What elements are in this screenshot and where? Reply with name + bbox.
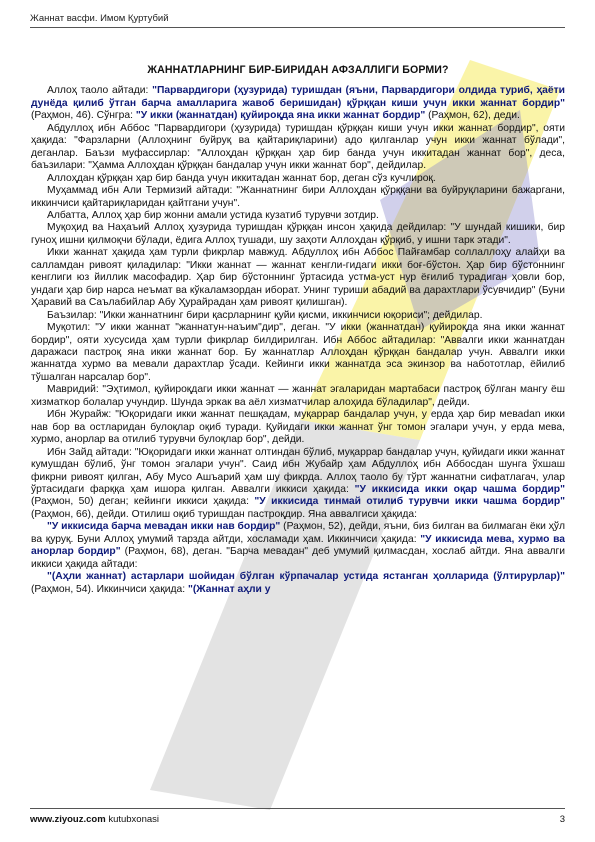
paragraph-5: Албатта, Аллоҳ ҳар бир жонни амали устида кузатиб турувчи зотдир. (47, 209, 379, 221)
paragraph-2: Абдуллоҳ ибн Аббос "Парвардигори (ҳузурида) туришдан қўрққан киши учун икки жаннат бордир", ояти ҳақида: "Фарзларни (Аллоҳнинг буйруқ ва қайтариқларини) адо қилганлар учун икки жаннат бўлади", деганлар. Баъзи муфассирлар: "Аллоҳдан қўрққан ҳар бир банда учун иккитадан жаннат бор", деса, баъзилари: "Ҳамма Аллоҳдан қўрққан бандалар учун икки жаннат бор", дейдилар. (31, 122, 565, 172)
p1-text-a: Аллоҳ таоло айтади: (47, 85, 153, 97)
paragraph-9: Муқотил: "У икки жаннат "жаннатун-наъим"дир", деган. "У икки (жаннатдан) қуйироқда яна икки жаннат бордир", ояти хусусида ҳам турли фикрлар билдирилган. Ибн Аббос айтадилар: "Аввалги икки жаннатдан даражаси пастроқ яна икки жаннат бор. Бу жаннатлар Аллоҳдан қўрққан бандалар учун. Аввалги икки жаннатда хурмо ва мевали дарахтлар ўсади. Кейинги икки жаннатда эса экинзор ва набототлар, ёйилиб тўшалган нарсалар бор". (31, 322, 565, 383)
quran-quote-6: "У иккисида мева, хурмо ва анорлар бордир" (31, 533, 565, 558)
paragraph-13 (31, 521, 565, 571)
paragraph-6: Муқоҳид ва Наҳаъий Аллоҳ ҳузурида туришдан қўрққан инсон ҳақида дейдилар: "У шундай кишики, бир гуноҳ ишни қилмоқчи бўлади, ёдига Аллоҳ тушади, шу заҳоти Аллоҳдан қўрқиб, у ишни тарк этади". (31, 222, 565, 246)
footer-library: kutubxonasi (108, 814, 160, 825)
p1-text-e: (Раҳмон, 62), деди. (425, 110, 520, 122)
chapter-title: ЖАННАТЛАРНИНГ БИР-БИРИДАН АФЗАЛЛИГИ БОРМИ? (147, 64, 449, 76)
p13-text-c: (Раҳмон, 52), дейди, яъни, биз билган ва билмаган ёки ҳўл ва қуруқ. Буни Аллоҳ умумий тарзда айтди, хосламади ҳам. Иккинчиси ҳақида: (31, 521, 565, 545)
running-header (30, 13, 565, 28)
paragraph-1 (31, 85, 565, 122)
paragraph-8: Баъзилар: "Икки жаннатнинг бири қасрларнинг қуйи қисми, иккинчиси юқориси"; дейдилар. (47, 309, 483, 321)
paragraph-11: Ибн Журайж: "Юқоридаги икки жаннат пешқадам, муқаррар бандалар учун, у ерда ҳар бир меваdan икки нав бор ва остларидан булоқлар оқиб туради. Қуйидаги икки жаннат ўнг томон эгалари учун, у ерда мева, хурмо, анорлар ва отилиб турувчи булоқлар бор", дейди. (31, 409, 565, 446)
paragraph-14 (31, 571, 565, 596)
quran-quote-4: "У иккисида тинмай отилиб турувчи икки чашма бордир" (254, 496, 565, 508)
paragraph-4: Муҳаммад ибн Али Термизий айтади: "Жаннатнинг бири Аллоҳдан қўрққани ва буйруқларини бажаргани, иккинчиси қайтариқларидан қайтгани учун". (31, 185, 565, 209)
p12-text-e: (Раҳмон, 66), дейди. Отилиш оқиб туришдан пастроқдир. Яна аввалгиси ҳақида: (31, 508, 417, 520)
page-number: 3 (559, 814, 565, 825)
running-title: Жаннат васфи. Имом Қуртубий (30, 13, 169, 24)
p12-text-c: (Раҳмон, 50) деган; кейинги иккиси ҳақида: (31, 496, 255, 508)
quran-quote-7: "(Аҳли жаннат) астарлари шойидан бўлган кўрпачалар устида ястанган ҳолларида (ўлтирурлар)" (47, 571, 565, 583)
paragraph-10: Мавридий: "Эҳтимол, қуйироқдаги икки жаннат — жаннат эгаларидан мартабаси пастроқ бўлган мангу ёш хизматкор болалар учундир. Шунда эркак ва аёл хизматчилар алоҳида бўладилар", дейди. (31, 384, 565, 408)
paragraph-7: Икки жаннат ҳақида ҳам турли фикрлар мавжуд. Абдуллоҳ ибн Аббос Пайғамбар соллаллоҳу алайҳи ва салламдан ривоят қиладилар: "Икки жаннат — жаннат кенгли-гидаги икки боғ-бўстон. Ҳар бир бўстоннинг кенглиги юз йиллик масофадир. Ҳар бир бўстоннинг ўртасида устма-уст нур ёғилиб турадиган ҳовли бор, ундаги ҳар бир нарса неъмат ва кўкаламзордан иборат. Унинг туриши абадий ва дарахтлари ўсувчидир" (Буни Ҳаравий ва Саълабийлар Абу Ҳурайрадан ҳам ривоят қилишган). (31, 247, 565, 309)
p14-text-c: (Раҳмон, 54). Иккинчиси ҳақида: (31, 583, 188, 595)
quran-quote-8: "(Жаннат аҳли у (187, 583, 271, 595)
p13-text-e: (Раҳмон, 68), деган. "Барча мевадан" деб умумий қилмасдан, хослаб айтди. Яна аввалги иккиси ҳақида айтади: (31, 546, 565, 570)
footer-source (30, 814, 159, 825)
quran-quote-5: "У иккисида барча мевадан икки нав бордир" (47, 521, 281, 533)
paragraph-12 (31, 447, 565, 522)
page-footer (30, 808, 565, 825)
quran-quote-3: "У иккисида икки оқар чашма бордир" (354, 483, 565, 495)
page-content (31, 64, 565, 596)
paragraph-3: Аллоҳдан қўрққан ҳар бир банда учун иккитадан жаннат бор, деган сўз кучлироқ. (47, 172, 436, 184)
quran-quote-1: "Парвардигори (ҳузурида) туришдан (яъни, Парвардигори олдида туриб, ҳаёти дунёда қилиб ўтган барча амалларига жавоб беришидан) қўрққан киши учун икки жаннат бордир" (31, 85, 566, 109)
footer-site-link[interactable]: www.ziyouz.com (30, 814, 106, 825)
quran-quote-2: "У икки (жаннатдан) қуйироқда яна икки жаннат бордир" (135, 110, 426, 122)
p1-text-c: (Раҳмон, 46). Сўнгра: (31, 110, 136, 122)
p12-text-a: Ибн Зайд айтади: "Юқоридаги икки жаннат олтиндан бўлиб, муқаррар бандалар учун, қуйидаги икки жаннат кумушдан бўлиб, ўнг томон эгалари учун". Саид ибн Жубайр ҳам Абдуллоҳ ибн Аббосдан шунга ўхшаш фикрни ривоят қилган, Абу Мусо Ашъарий ҳам шу фикрда. Аллоҳ таоло бу тўрт жаннатни сифатлагач, улар ўртасидаги фарққа ҳам ишора қилган. Аввалги иккиси ҳақида: (31, 446, 565, 495)
